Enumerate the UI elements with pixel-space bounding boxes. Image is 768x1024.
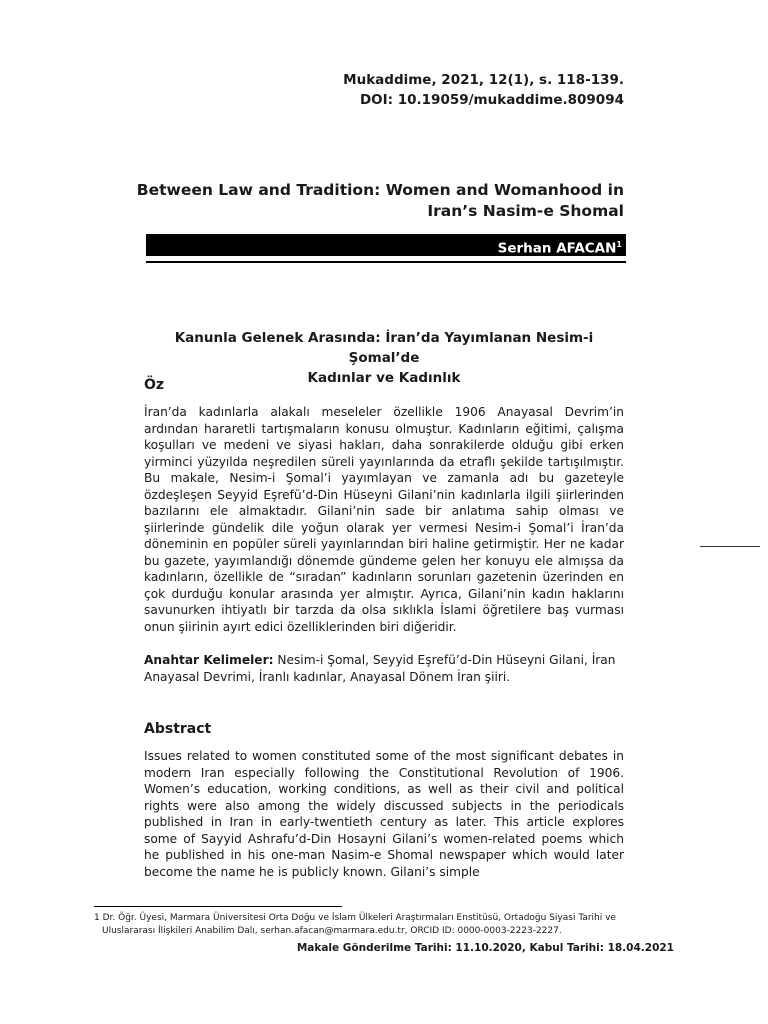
oz-heading: Öz: [144, 377, 165, 393]
author-bar-underline: [146, 261, 626, 263]
footnote-separator: [94, 906, 342, 907]
abstract-heading: Abstract: [144, 721, 212, 737]
author-footnote-marker: 1: [616, 240, 622, 249]
author-name: Serhan AFACAN: [497, 240, 617, 257]
article-title: [104, 180, 624, 222]
keywords-label: Anahtar Kelimeler:: [144, 653, 274, 667]
article-title-line-2: Iran’s Nasim-e Shomal: [427, 202, 624, 220]
citation-line: Mukaddime, 2021, 12(1), s. 118-139.: [343, 72, 624, 88]
english-abstract: Issues related to women constituted some of the most significant debates in modern Iran especially following the Constitutional Revolution of 1906. Women’s education, working conditions, as well as their civil and political rights were also among the widely discussed subjects in the periodicals published in Iran in early-twentieth century as later. This article explores some of Sayyid Ashrafu’d-Din Hosayni Gilani’s women-related poems which he published in his one-man Nasim-e Shomal newspaper which would later become the name he is publicly known. Gilani’s simple: [144, 749, 624, 879]
author-bar: [146, 234, 626, 256]
submission-dates: Makale Gönderilme Tarihi: 11.10.2020, Kabul Tarihi: 18.04.2021: [296, 942, 674, 954]
turkish-title-line-2: Kadınlar ve Kadınlık: [307, 370, 461, 386]
footnote-line-1: 1 Dr. Öğr. Üyesi, Marmara Üniversitesi Orta Doğu ve İslam Ülkeleri Araştırmaları Enstitüsü, Ortadoğu Siyasi Tarihi ve: [94, 913, 616, 923]
journal-reference: [343, 70, 624, 110]
turkish-abstract: İran’da kadınlarla alakalı meseleler özellikle 1906 Anayasal Devrim’in ardından hararetli tartışmaların konusu olmuştur. Kadınların eğitimi, çalışma koşulları ve medeni ve siyasi hakları, daha sonrakilerde olduğu gibi erken yirminci yüzyılda neşredilen süreli yayınlarında da etraflı şekilde tartışılmıştır. Bu makale, Nesim-i Şomal’i yayımlayan ve zamanla adı bu gazeteyle özdeşleşen Seyyid Eşrefü’d-Din Hüseyni Gilani’nin kadınlarla ilgili şiirlerinden bazılarını ele almaktadır. Gilani’nin sade bir anlatıma sahip olması ve şiirlerinde gündelik dile yoğun olarak yer vermesi Nesim-i Şomal’i İran’da döneminin en popüler süreli yayınlarından biri haline getirmiştir. Her ne kadar bu gazete, yayımlandığı dönemde gündeme gelen her konuyu ele almışsa da kadınların, özellikle de “sıradan” kadınların sorunları gazetenin üzerinden en çok durduğu konular arasında yer almıştır. Ayrıca, Gilani’nin kadın haklarını savunurken ihtiyatlı bir tarzda da olsa sıklıkla İslami öğretilere baş vurması onun şiirinin ayırt edici özelliklerinden biri diğeridir.: [144, 405, 624, 634]
turkish-title-line-1: Kanunla Gelenek Arasında: İran’da Yayımlanan Nesim-i Şomal’de: [174, 330, 594, 366]
article-title-line-1: Between Law and Tradition: Women and Womanhood in: [136, 181, 624, 199]
footnote-line-2: Uluslararası İlişkileri Anabilim Dalı, serhan.afacan@marmara.edu.tr, ORCID ID: 0000-0003-2223-2227.: [102, 926, 562, 936]
turkish-title: [144, 328, 624, 388]
doi-line: DOI: 10.19059/mukaddime.809094: [359, 92, 624, 108]
author-footnote: [94, 912, 674, 938]
keywords-list: Nesim-i Şomal, Seyyid Eşrefü’d-Din Hüseyni Gilani, İran Anayasal Devrimi, İranlı kadınlar, Anayasal Dönem İran şiiri.: [144, 653, 616, 684]
margin-line: [700, 546, 760, 547]
turkish-keywords: [144, 652, 624, 685]
